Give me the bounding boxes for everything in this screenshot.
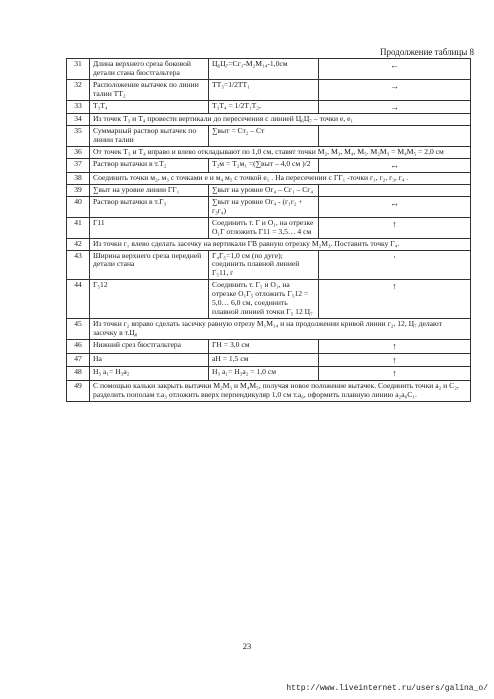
row-step: На <box>90 353 209 367</box>
row-calculation: ТТ₃=1/2ТТ₁ <box>209 79 319 100</box>
row-calculation: Ц₆Ц₇=Сг₁-М₂М₁₄-1,0см <box>209 59 319 80</box>
table-row <box>67 100 471 114</box>
table-row <box>67 380 471 401</box>
row-direction-mark: ↔ <box>319 159 471 173</box>
row-step: Суммарный раствор вытачек по линии талии <box>90 126 209 147</box>
table-row <box>67 59 471 80</box>
row-direction-mark <box>319 126 471 147</box>
row-step: Ширина верхнего среза передней детали стана <box>90 250 209 280</box>
row-number: 31 <box>67 59 90 80</box>
table-row <box>67 217 471 238</box>
row-number: 47 <box>67 353 90 367</box>
table-row <box>67 147 471 159</box>
row-instruction: Соединить точки м₂, м₃ с точками е и м₄ м₅ с точкой е₁ . На пересечении с ГГ₁ -точки г₁, г₂, г₃, г₄ . <box>90 172 471 184</box>
table-row <box>67 238 471 250</box>
row-instruction: Из точек Т₃ и Т₄ провести вертикали до пересечения с линией Ц₆Ц₇ – точки е, е₁ <box>90 114 471 126</box>
row-calculation: аН = 1,5 см <box>209 353 319 367</box>
row-number: 40 <box>67 196 90 217</box>
table-row <box>67 114 471 126</box>
row-direction-mark: · <box>319 250 471 280</box>
row-step: ∑выт на уровне линии ГГ₁ <box>90 184 209 196</box>
row-instruction: Из точки г₁ влево сделать засечку на вертикали ГВ равную отрезку М₂М₃. Поставить точку Г₄. <box>90 238 471 250</box>
table-row <box>67 184 471 196</box>
row-calculation: Н₃ а₁= Н₃а₂ = 1,0 см <box>209 367 319 381</box>
row-calculation: Соединить т. Г и О₁, на отрезке О₁Г отложить Г11 = 3,5… 4 см <box>209 217 319 238</box>
row-number: 33 <box>67 100 90 114</box>
table-row <box>67 340 471 354</box>
row-calculation: Т₂м = Т₂м₁ =(∑выт – 4,0 см )/2 <box>209 159 319 173</box>
continuation-note: Продолжение таблицы 8 <box>380 47 474 57</box>
row-number: 39 <box>67 184 90 196</box>
row-direction-mark: → <box>319 79 471 100</box>
row-calculation: Г₄Г₅=1,0 см (по дуге); соединить плавной линией Г₅11, г <box>209 250 319 280</box>
row-direction-mark: ↑ <box>319 340 471 354</box>
table-row <box>67 79 471 100</box>
table-row <box>67 126 471 147</box>
row-number: 45 <box>67 319 90 340</box>
construction-table <box>66 58 471 402</box>
table-row <box>67 353 471 367</box>
row-direction-mark: ↑ <box>319 217 471 238</box>
row-direction-mark: ← <box>319 59 471 80</box>
row-step: Раствор вытачки в т.Т₂ <box>90 159 209 173</box>
table-row <box>67 250 471 280</box>
row-step: Расположение вытачек по линии талии ТТ₂ <box>90 79 209 100</box>
row-direction-mark: ↑ <box>319 367 471 381</box>
row-number: 32 <box>67 79 90 100</box>
row-instruction: Из точки г₂ вправо сделать засечку равную отрезу М₁М₁₄ и на продолжении кривой линии г₂, 12, Ц₇ делают засечку в т.Ц₈ <box>90 319 471 340</box>
row-number: 48 <box>67 367 90 381</box>
row-direction-mark: ↑ <box>319 353 471 367</box>
table-row <box>67 280 471 319</box>
row-number: 46 <box>67 340 90 354</box>
row-direction-mark: → <box>319 100 471 114</box>
row-number: 38 <box>67 172 90 184</box>
table-row <box>67 172 471 184</box>
table-row <box>67 319 471 340</box>
watermark-url: http://www.liveinternet.ru/users/galina_o/ <box>286 684 488 693</box>
row-calculation: Соединить т. Г₅ и О₁, на отрезке О₁Г₅ отложить Г₅12 = 5,0… 6,0 см, соединить плавной линией точки Г₅ 12 Ц₇ <box>209 280 319 319</box>
row-number: 35 <box>67 126 90 147</box>
row-instruction: От точек Т₃ и Т₄ вправо и влево откладывают по 1,0 см, ставят точки М₂, М₃, М₄, М₅. М₂М₃ = М₄М₅ = 2,0 см <box>90 147 471 159</box>
row-number: 34 <box>67 114 90 126</box>
row-step: Г₅12 <box>90 280 209 319</box>
row-number: 37 <box>67 159 90 173</box>
row-number: 49 <box>67 380 90 401</box>
row-instruction: С помощью кальки закрыть вытачки М₂М₃ и М₄М₅, получая новое положение вытачек. Соединить точки а₂ и С₂, разделить пополам т.а₃ отложить вверх перпендикуляр 1,0 см т.а₆, оформить плавную линию а₂а₆С₁. <box>90 380 471 401</box>
row-number: 41 <box>67 217 90 238</box>
row-direction-mark: ↔ <box>319 196 471 217</box>
row-step: Н₃ а₁= Н₃а₂ <box>90 367 209 381</box>
row-direction-mark: ↑ <box>319 280 471 319</box>
row-calculation: ∑выт на уровне Ог₄ - (г₁г₂ + г₃г₄) <box>209 196 319 217</box>
table-row <box>67 367 471 381</box>
row-calculation: ГН = 3,0 см <box>209 340 319 354</box>
row-calculation: Т₃Т₄ = 1/2Т₁Т₂, <box>209 100 319 114</box>
row-calculation: ∑выт = Ст₂ – Ст <box>209 126 319 147</box>
row-step: Г11 <box>90 217 209 238</box>
row-direction-mark <box>319 184 471 196</box>
row-step: Нижний срез бюстгальтера <box>90 340 209 354</box>
row-step: Длина верхнего среза боковой детали стана бюстгальтера <box>90 59 209 80</box>
row-number: 42 <box>67 238 90 250</box>
table-body <box>67 59 471 402</box>
row-step: Раствор вытачки в т.Г₃ <box>90 196 209 217</box>
row-number: 43 <box>67 250 90 280</box>
table-row <box>67 159 471 173</box>
row-step: Т₃Т₄ <box>90 100 209 114</box>
row-calculation: ∑выт на уровне Ог₄ – Сг₁ – Сг₄ <box>209 184 319 196</box>
page-number: 23 <box>242 641 252 651</box>
row-number: 36 <box>67 147 90 159</box>
row-number: 44 <box>67 280 90 319</box>
table-row <box>67 196 471 217</box>
